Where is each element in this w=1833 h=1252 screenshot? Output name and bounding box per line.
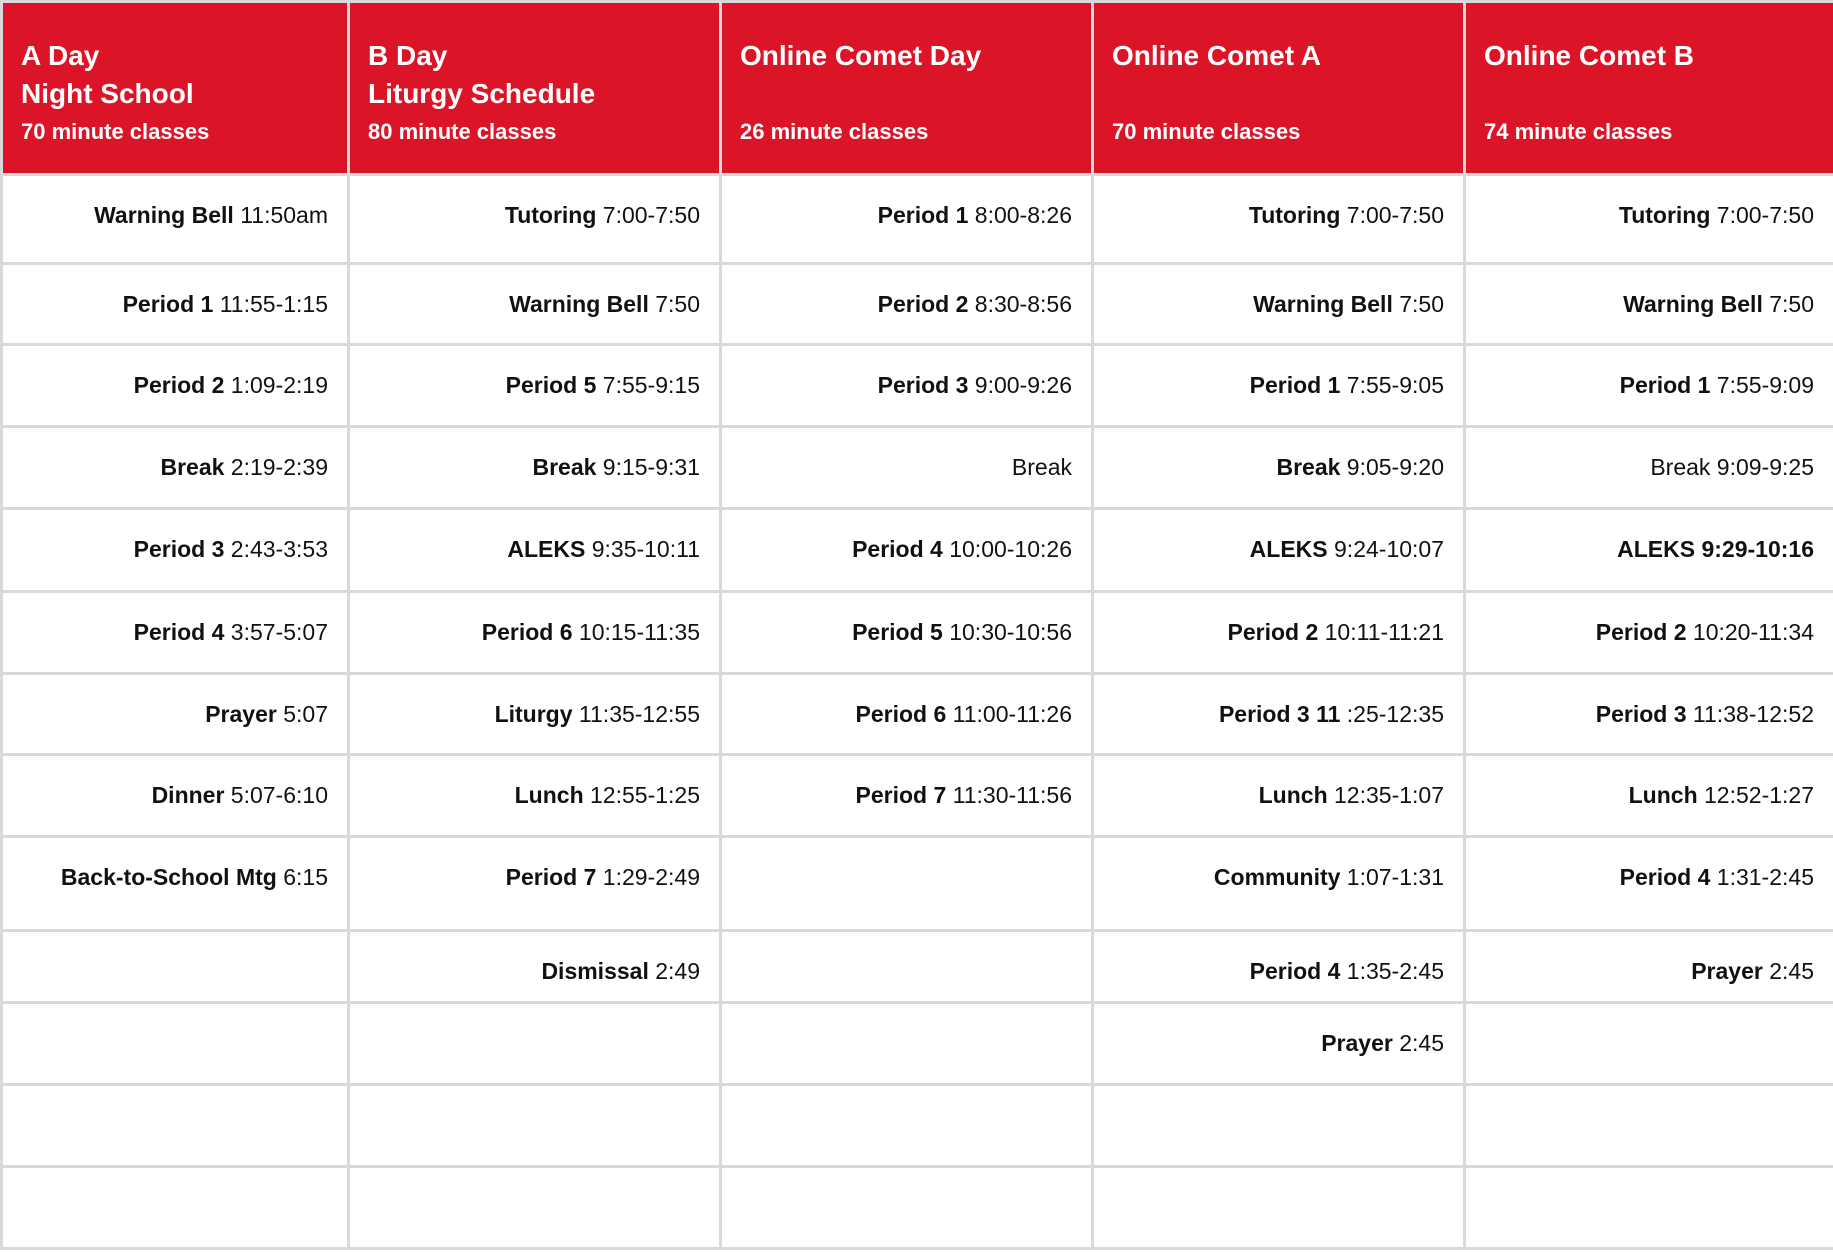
event-time: 11:00-11:26 bbox=[952, 701, 1072, 727]
schedule-cell bbox=[721, 1003, 1093, 1085]
schedule-cell bbox=[721, 837, 1093, 931]
table-row bbox=[2, 1167, 1833, 1249]
schedule-cell bbox=[2, 1003, 349, 1085]
event-label: Break bbox=[1276, 454, 1341, 480]
schedule-cell bbox=[1093, 592, 1465, 674]
schedule-cell bbox=[1093, 345, 1465, 427]
event-label: Period 1 bbox=[1249, 372, 1341, 398]
event-time: 9:05-9:20 bbox=[1346, 454, 1444, 480]
schedule-cell bbox=[1093, 674, 1465, 755]
event-label: Period 7 bbox=[855, 782, 947, 808]
schedule-cell bbox=[721, 264, 1093, 345]
event-label: Prayer bbox=[205, 701, 277, 727]
event-time: 12:35-1:07 bbox=[1334, 782, 1444, 808]
schedule-cell bbox=[349, 264, 721, 345]
event-label: Period 5 bbox=[505, 372, 597, 398]
event-time: 11:55-1:15 bbox=[219, 291, 328, 317]
schedule-cell bbox=[1465, 509, 1833, 592]
event-time: Break 9:09-9:25 bbox=[1650, 454, 1814, 480]
event-time: 10:11-11:21 bbox=[1324, 619, 1444, 645]
schedule-cell bbox=[1465, 427, 1833, 509]
schedule-cell bbox=[349, 509, 721, 592]
schedule-cell bbox=[2, 1085, 349, 1167]
event-time: 1:09-2:19 bbox=[230, 372, 328, 398]
schedule-cell bbox=[1465, 175, 1833, 264]
event-label: Period 3 bbox=[133, 536, 225, 562]
event-time: Break bbox=[1011, 454, 1072, 480]
event-label: Period 4 bbox=[1249, 958, 1341, 984]
column-header bbox=[1465, 2, 1833, 175]
event-time: 7:55-9:15 bbox=[602, 372, 700, 398]
event-time: 7:55-9:05 bbox=[1346, 372, 1444, 398]
class-length-label: 70 minute classes bbox=[1112, 119, 1301, 144]
event-label: Period 5 bbox=[852, 619, 943, 645]
event-label: Period 2 bbox=[133, 372, 225, 398]
event-time: 7:55-9:09 bbox=[1716, 372, 1814, 398]
event-time: 8:30-8:56 bbox=[974, 291, 1072, 317]
schedule-cell bbox=[1093, 1085, 1465, 1167]
event-time: 11:35-12:55 bbox=[578, 701, 700, 727]
schedule-cell bbox=[721, 755, 1093, 837]
schedule-subtitle bbox=[740, 75, 1073, 113]
event-label: Period 3 bbox=[877, 372, 969, 398]
schedule-cell bbox=[721, 427, 1093, 509]
event-time: :25-12:35 bbox=[1346, 701, 1444, 727]
event-time: 1:29-2:49 bbox=[602, 864, 700, 890]
column-header bbox=[2, 2, 349, 175]
schedule-cell bbox=[349, 427, 721, 509]
event-time: 9:24-10:07 bbox=[1334, 536, 1444, 562]
schedule-cell bbox=[349, 345, 721, 427]
schedule-name: Online Comet B bbox=[1484, 40, 1695, 71]
event-label: Period 1 bbox=[877, 202, 969, 228]
event-time: 3:57-5:07 bbox=[230, 619, 328, 645]
event-time: 6:15 bbox=[283, 864, 328, 890]
event-label: Tutoring bbox=[1618, 202, 1711, 228]
class-length-label: 74 minute classes bbox=[1484, 119, 1673, 144]
schedule-cell bbox=[349, 755, 721, 837]
event-label: Period 4 bbox=[1619, 864, 1711, 890]
table-row bbox=[2, 427, 1833, 509]
schedule-cell bbox=[1465, 345, 1833, 427]
event-time: 10:15-11:35 bbox=[578, 619, 700, 645]
schedule-cell bbox=[2, 427, 349, 509]
schedule-cell bbox=[1093, 264, 1465, 345]
table-row bbox=[2, 755, 1833, 837]
event-label: Warning Bell bbox=[509, 291, 649, 317]
schedule-cell bbox=[2, 509, 349, 592]
header-row bbox=[2, 2, 1833, 175]
schedule-cell bbox=[721, 175, 1093, 264]
schedule-cell bbox=[2, 674, 349, 755]
event-label: Warning Bell bbox=[1623, 291, 1763, 317]
schedule-subtitle: Liturgy Schedule bbox=[368, 78, 596, 109]
table-row bbox=[2, 674, 1833, 755]
event-label: Prayer bbox=[1321, 1030, 1393, 1056]
event-label: Period 2 bbox=[1227, 619, 1319, 645]
schedule-cell bbox=[1465, 592, 1833, 674]
schedule-cell bbox=[2, 755, 349, 837]
schedule-name: Online Comet Day bbox=[740, 40, 982, 71]
schedule-cell bbox=[2, 175, 349, 264]
schedule-name: A Day bbox=[21, 40, 100, 71]
event-time: 11:38-12:52 bbox=[1692, 701, 1814, 727]
event-label: Tutoring bbox=[1248, 202, 1341, 228]
event-time: 2:43-3:53 bbox=[230, 536, 328, 562]
event-time: 5:07 bbox=[283, 701, 328, 727]
event-time: 7:50 bbox=[655, 291, 700, 317]
event-time: 7:50 bbox=[1769, 291, 1814, 317]
event-time: 1:35-2:45 bbox=[1346, 958, 1444, 984]
event-time: 9:00-9:26 bbox=[974, 372, 1072, 398]
schedule-cell bbox=[349, 1167, 721, 1249]
event-label: Lunch bbox=[514, 782, 584, 808]
event-time: 1:07-1:31 bbox=[1346, 864, 1444, 890]
event-time: 2:49 bbox=[655, 958, 700, 984]
schedule-cell bbox=[1465, 264, 1833, 345]
column-header bbox=[349, 2, 721, 175]
schedule-cell bbox=[1093, 755, 1465, 837]
event-time: 2:19-2:39 bbox=[230, 454, 328, 480]
event-time: 8:00-8:26 bbox=[974, 202, 1072, 228]
table-row bbox=[2, 345, 1833, 427]
event-label: Warning Bell bbox=[1253, 291, 1393, 317]
event-time: 9:35-10:11 bbox=[591, 536, 700, 562]
schedule-cell bbox=[721, 592, 1093, 674]
table-row bbox=[2, 931, 1833, 1003]
schedule-cell bbox=[1093, 1167, 1465, 1249]
event-label: Tutoring bbox=[504, 202, 597, 228]
class-length-label: 80 minute classes bbox=[368, 119, 557, 144]
schedule-cell bbox=[721, 509, 1093, 592]
event-time: 2:45 bbox=[1399, 1030, 1444, 1056]
event-label: Period 3 bbox=[1595, 701, 1687, 727]
event-time: 12:55-1:25 bbox=[590, 782, 700, 808]
event-label: Community bbox=[1213, 864, 1341, 890]
schedule-cell bbox=[2, 592, 349, 674]
event-time: 2:45 bbox=[1769, 958, 1814, 984]
event-label: Period 6 bbox=[481, 619, 573, 645]
event-time: 11:50am bbox=[240, 202, 328, 228]
event-label: Dinner bbox=[151, 782, 225, 808]
event-label: Break bbox=[160, 454, 225, 480]
schedule-cell bbox=[2, 264, 349, 345]
schedule-cell bbox=[721, 674, 1093, 755]
event-label: Period 2 bbox=[1595, 619, 1687, 645]
event-label: Period 1 bbox=[1619, 372, 1711, 398]
schedule-cell bbox=[1093, 931, 1465, 1003]
event-label: Lunch bbox=[1628, 782, 1698, 808]
table-row bbox=[2, 509, 1833, 592]
schedule-cell bbox=[349, 1003, 721, 1085]
event-time: 7:00-7:50 bbox=[602, 202, 700, 228]
event-label: Lunch bbox=[1258, 782, 1328, 808]
schedule-cell bbox=[1465, 1167, 1833, 1249]
event-time: 11:30-11:56 bbox=[952, 782, 1072, 808]
schedule-cell bbox=[1093, 427, 1465, 509]
schedule-cell bbox=[349, 674, 721, 755]
event-time: 12:52-1:27 bbox=[1704, 782, 1814, 808]
schedule-cell bbox=[1093, 175, 1465, 264]
schedule-cell bbox=[2, 345, 349, 427]
schedule-cell bbox=[349, 931, 721, 1003]
schedule-subtitle: Night School bbox=[21, 78, 194, 109]
table-row bbox=[2, 592, 1833, 674]
table-row bbox=[2, 837, 1833, 931]
event-time: 10:30-10:56 bbox=[949, 619, 1072, 645]
schedule-cell bbox=[349, 837, 721, 931]
schedule-name: B Day bbox=[368, 40, 448, 71]
table-row bbox=[2, 1003, 1833, 1085]
event-time: 5:07-6:10 bbox=[230, 782, 328, 808]
event-label: Period 6 bbox=[855, 701, 947, 727]
event-label: ALEKS bbox=[507, 536, 586, 562]
schedule-cell bbox=[1093, 837, 1465, 931]
event-label: Period 2 bbox=[877, 291, 969, 317]
event-label: Period 4 bbox=[852, 536, 943, 562]
schedule-cell bbox=[2, 931, 349, 1003]
schedule-cell bbox=[721, 345, 1093, 427]
schedule-cell bbox=[1093, 1003, 1465, 1085]
event-time: 10:00-10:26 bbox=[949, 536, 1072, 562]
event-label: Prayer bbox=[1691, 958, 1763, 984]
schedule-cell bbox=[1465, 931, 1833, 1003]
column-header bbox=[721, 2, 1093, 175]
event-time: 1:31-2:45 bbox=[1716, 864, 1814, 890]
table-row bbox=[2, 1085, 1833, 1167]
event-label: Period 7 bbox=[505, 864, 597, 890]
event-time: 10:20-11:34 bbox=[1692, 619, 1814, 645]
event-label: Break bbox=[532, 454, 597, 480]
event-label: Period 1 bbox=[122, 291, 214, 317]
schedule-cell bbox=[1093, 509, 1465, 592]
event-time: 9:29-10:16 bbox=[1701, 536, 1814, 562]
class-length-label: 26 minute classes bbox=[740, 119, 929, 144]
table-row bbox=[2, 175, 1833, 264]
schedule-cell bbox=[1465, 837, 1833, 931]
schedule-cell bbox=[349, 592, 721, 674]
event-time: 9:15-9:31 bbox=[602, 454, 700, 480]
column-header bbox=[1093, 2, 1465, 175]
schedule-body bbox=[2, 175, 1833, 1249]
event-label: Liturgy bbox=[494, 701, 573, 727]
schedule-cell bbox=[1465, 674, 1833, 755]
table-row bbox=[2, 264, 1833, 345]
event-label: Period 4 bbox=[133, 619, 225, 645]
event-label: ALEKS bbox=[1617, 536, 1696, 562]
class-length-label: 70 minute classes bbox=[21, 119, 210, 144]
schedule-name: Online Comet A bbox=[1112, 40, 1321, 71]
schedule-cell bbox=[1465, 1085, 1833, 1167]
schedule-cell bbox=[349, 175, 721, 264]
schedule-cell bbox=[2, 1167, 349, 1249]
event-time: 7:50 bbox=[1399, 291, 1444, 317]
event-label: Back-to-School Mtg bbox=[60, 864, 277, 890]
event-label: Dismissal bbox=[541, 958, 649, 984]
schedule-cell bbox=[2, 837, 349, 931]
schedule-subtitle bbox=[1484, 75, 1815, 113]
schedule-cell bbox=[349, 1085, 721, 1167]
schedule-cell bbox=[1465, 755, 1833, 837]
schedule-subtitle bbox=[1112, 75, 1445, 113]
schedule-cell bbox=[721, 931, 1093, 1003]
schedule-cell bbox=[721, 1167, 1093, 1249]
event-label: Warning Bell bbox=[94, 202, 234, 228]
event-time: 7:00-7:50 bbox=[1716, 202, 1814, 228]
event-label: ALEKS bbox=[1249, 536, 1328, 562]
schedule-cell bbox=[1465, 1003, 1833, 1085]
event-label: Period 3 11 bbox=[1218, 701, 1341, 727]
event-time: 7:00-7:50 bbox=[1346, 202, 1444, 228]
schedule-cell bbox=[721, 1085, 1093, 1167]
